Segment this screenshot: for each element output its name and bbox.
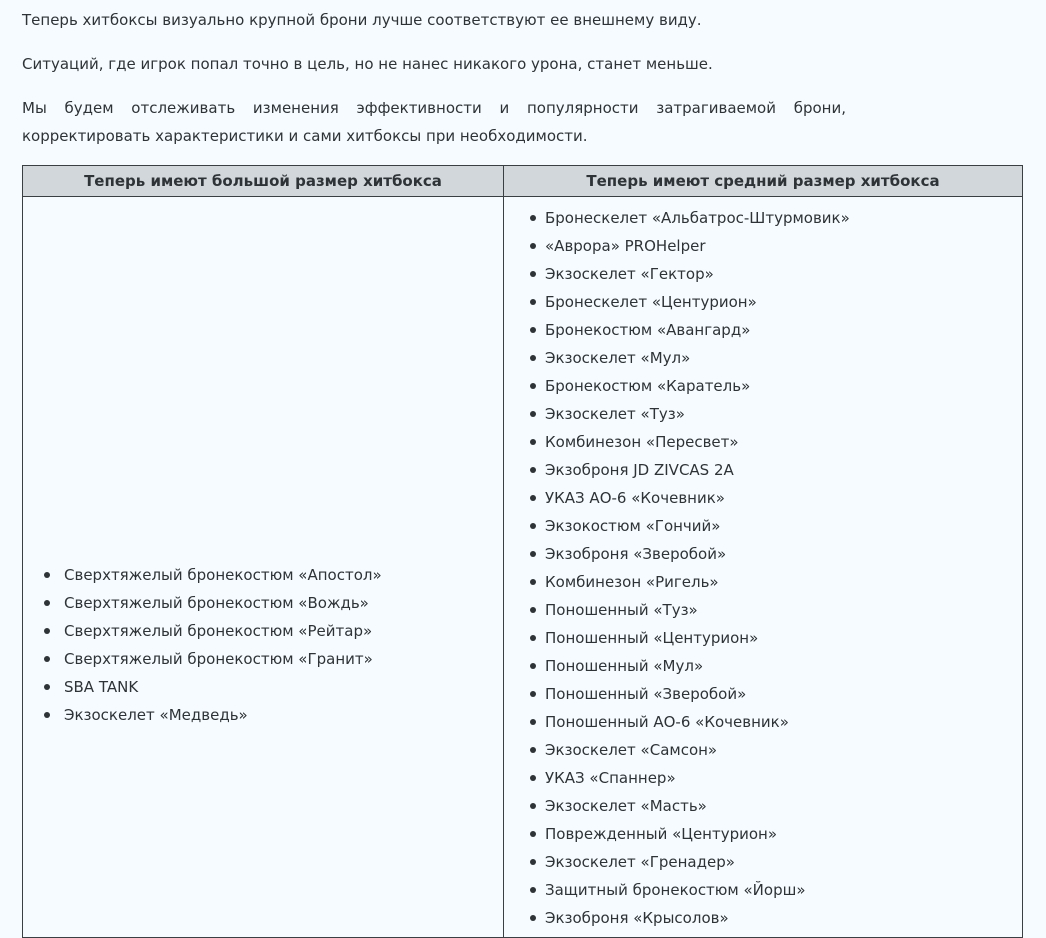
list-item: Поношенный АО-6 «Кочевник»	[545, 708, 1022, 736]
paragraph-damage-note: Ситуаций, где игрок попал точно в цель, но не нанес никакого урона, станет меньше.	[22, 55, 713, 73]
list-item: Поношенный «Центурион»	[545, 624, 1022, 652]
list-item: Сверхтяжелый бронекостюм «Рейтар»	[64, 617, 503, 645]
header-medium-hitbox: Теперь имеют средний размер хитбокса	[504, 166, 1023, 197]
header-large-hitbox: Теперь имеют большой размер хитбокса	[23, 166, 504, 197]
list-item: Сверхтяжелый бронекостюм «Гранит»	[64, 645, 503, 673]
list-item: Экзокостюм «Гончий»	[545, 512, 1022, 540]
list-item: Экзоброня «Зверобой»	[545, 540, 1022, 568]
list-item: Поврежденный «Центурион»	[545, 820, 1022, 848]
list-item: Поношенный «Туз»	[545, 596, 1022, 624]
medium-hitbox-list	[504, 202, 1022, 932]
list-item: Экзоскелет «Самсон»	[545, 736, 1022, 764]
list-item: Экзоскелет «Медведь»	[64, 701, 503, 729]
large-hitbox-cell	[23, 197, 504, 938]
paragraph-hitbox-intro: Теперь хитбоксы визуально крупной брони лучше соответствуют ее внешнему виду.	[22, 11, 702, 29]
medium-hitbox-cell	[504, 197, 1023, 938]
list-item: Комбинезон «Ригель»	[545, 568, 1022, 596]
paragraph-monitoring-note: Мы будем отслеживать изменения эффективности и популярности затрагиваемой брони, корректировать характеристики и сами хитбоксы при необходимости.	[22, 99, 846, 145]
list-item: УКАЗ АО-6 «Кочевник»	[545, 484, 1022, 512]
list-item: Поношенный «Зверобой»	[545, 680, 1022, 708]
hitbox-size-table	[22, 165, 1023, 938]
list-item: Бронекостюм «Каратель»	[545, 372, 1022, 400]
list-item: Сверхтяжелый бронекостюм «Апостол»	[64, 561, 503, 589]
large-hitbox-list	[23, 561, 503, 729]
list-item: Экзоброня «Крысолов»	[545, 904, 1022, 932]
list-item: Экзоскелет «Мул»	[545, 344, 1022, 372]
list-item: Экзоскелет «Туз»	[545, 400, 1022, 428]
list-item: SBA TANK	[64, 673, 503, 701]
list-item: «Аврора» PROHelper	[545, 232, 1022, 260]
list-item: Экзоскелет «Гренадер»	[545, 848, 1022, 876]
list-item: Бронекостюм «Авангард»	[545, 316, 1022, 344]
list-item: Экзоброня JD ZIVCAS 2A	[545, 456, 1022, 484]
list-item: Экзоскелет «Масть»	[545, 792, 1022, 820]
list-item: Экзоскелет «Гектор»	[545, 260, 1022, 288]
list-item: Сверхтяжелый бронекостюм «Вождь»	[64, 589, 503, 617]
list-item: УКАЗ «Спаннер»	[545, 764, 1022, 792]
table-row	[23, 197, 1023, 938]
list-item: Бронескелет «Альбатрос-Штурмовик»	[545, 204, 1022, 232]
list-item: Защитный бронекостюм «Йорш»	[545, 876, 1022, 904]
list-item: Поношенный «Мул»	[545, 652, 1022, 680]
list-item: Комбинезон «Пересвет»	[545, 428, 1022, 456]
list-item: Бронескелет «Центурион»	[545, 288, 1022, 316]
table-header-row	[23, 166, 1023, 197]
